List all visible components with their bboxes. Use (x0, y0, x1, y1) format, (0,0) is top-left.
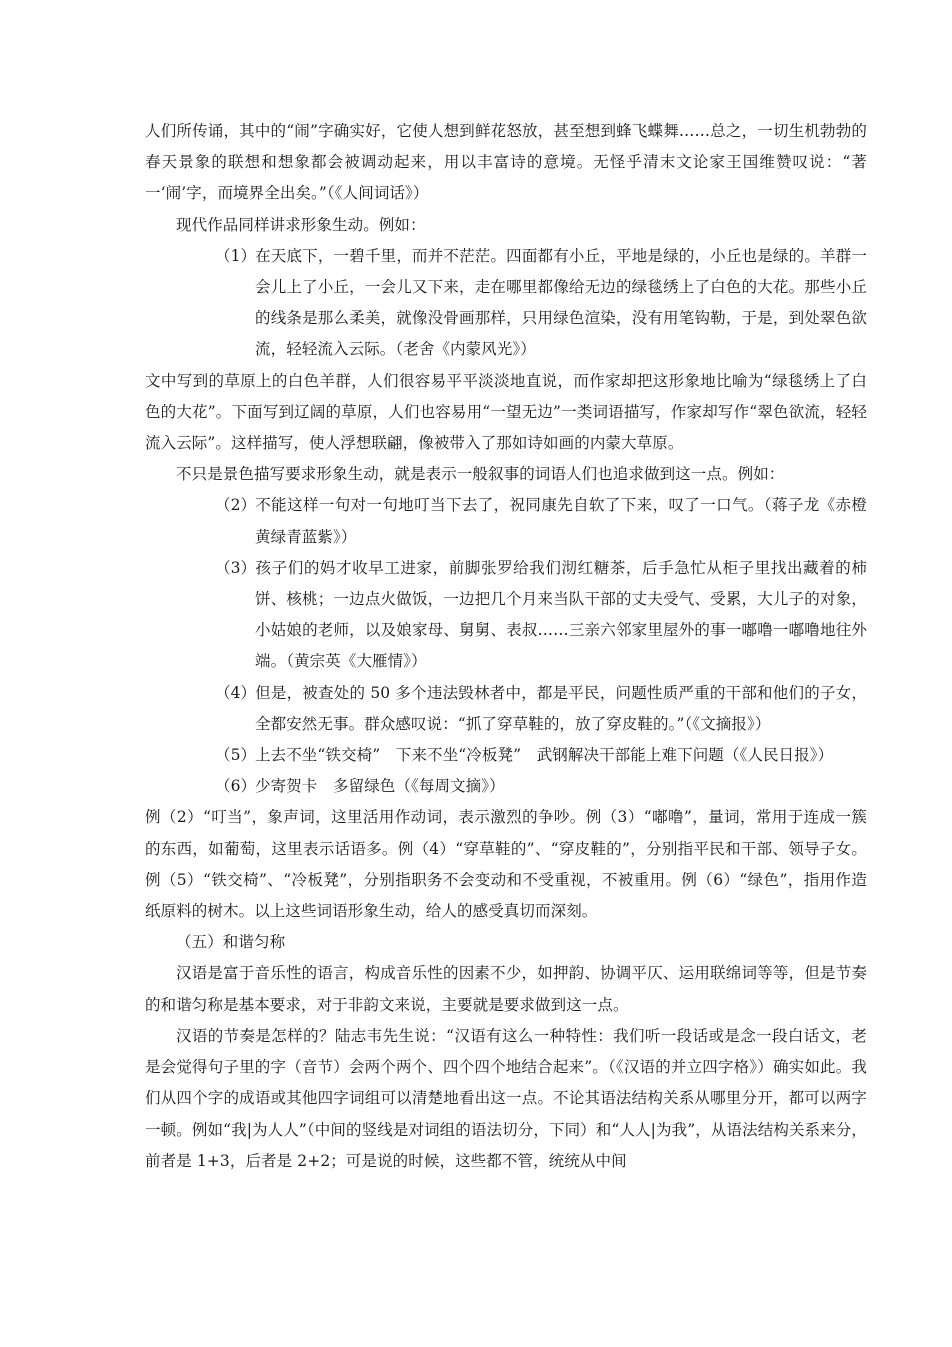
paragraph: 人们所传诵，其中的“闹”字确实好，它使人想到鲜花怒放，甚至想到蜂飞蝶舞……总之，一切生机勃勃的春天景象的联想和想象都会被调动起来，用以丰富诗的意境。无怪乎清末文论家王国维赞叹说：“著一‘闹’字，而境界全出矣。”（《人间词话》） (145, 122, 867, 203)
example-item (145, 740, 867, 771)
example-number: （1） (215, 246, 257, 265)
paragraph: 文中写到的草原上的白色羊群，人们很容易平平淡淡地直说，而作家却把这形象地比喻为“绿毯绣上了白色的大花”。下面写到辽阔的草原，人们也容易用“一望无边”一类词语描写，作家却写作“翠色欲流，轻轻流入云际”。这样描写，使人浮想联翩，像被带入了那如诗如画的内蒙大草原。 (145, 371, 867, 453)
paragraph: 汉语的节奏是怎样的？陆志韦先生说：“汉语有这么一种特性：我们听一段话或是念一段白话文，老是会觉得句子里的字（音节）会两个两个、四个四个地结合起来”。（《汉语的并立四字格》）确实如此。我们从四个字的成语或其他四字词组可以清楚地看出这一点。不论其语法结构关系从哪里分开，都可以两字一顿。例如“我|为人人”（中间的竖线是对词组的语法切分，下同）和“人人|为我”，从语法结构关系来分，前者是 1+3，后者是 2+2；可是说的时候，这些都不管，统统从中间 (145, 1026, 867, 1170)
example-number: （6） (215, 777, 257, 796)
example-item (145, 490, 867, 552)
example-text: 不能这样一句对一句地叮当下去了，祝同康先自软了下来，叹了一口气。（蒋子龙《赤橙黄绿青蓝紫》） (255, 496, 867, 546)
example-item (145, 241, 867, 366)
example-text: 孩子们的妈才收早工进家，前脚张罗给我们沏红糖茶，后手急忙从柜子里找出藏着的柿饼、核桃；一边点火做饭，一边把几个月来当队干部的丈夫受气、受累，大儿子的对象，小姑娘的老师，以及娘家母、舅舅、表叔……三亲六邻家里屋外的事一嘟噜一嘟噜地往外端。（黄宗英《大雁情》） (255, 558, 867, 671)
example-number: （2） (215, 496, 257, 515)
example-text: 上去不坐“铁交椅” 下来不坐“冷板凳” 武钢解决干部能上难下问题（《人民日报》） (255, 746, 834, 765)
example-item (145, 771, 867, 802)
paragraph: 现代作品同样讲求形象生动。例如： (176, 215, 426, 234)
example-item (145, 553, 867, 678)
example-text: 但是，被查处的 50 多个违法毁林者中，都是平民，问题性质严重的干部和他们的子女，全都安然无事。群众感叹说：“抓了穿草鞋的，放了穿皮鞋的。”（《文摘报》） (255, 683, 867, 733)
example-text: 少寄贺卡 多留绿色（《每周文摘》） (255, 777, 505, 796)
paragraph: 汉语是富于音乐性的语言，构成音乐性的因素不少，如押韵、协调平仄、运用联绵词等等，但是节奏的和谐匀称是基本要求，对于非韵文来说，主要就是要求做到这一点。 (145, 964, 867, 1014)
example-text: 在天底下，一碧千里，而并不茫茫。四面都有小丘，平地是绿的，小丘也是绿的。羊群一会儿上了小丘，一会儿又下来，走在哪里都像给无边的绿毯绣上了白色的大花。那些小丘的线条是那么柔美，就像没骨画那样，只用绿色渲染，没有用笔钩勒，于是，到处翠色欲流，轻轻流入云际。（老舍《内蒙风光》） (255, 246, 867, 359)
paragraph: 例（2）“叮当”，象声词，这里活用作动词，表示激烈的争吵。例（3）“嘟噜”，量词，常用于连成一簇的东西，如葡萄，这里表示话语多。例（4）“穿草鞋的”、“穿皮鞋的”，分别指平民和干部、领导子女。例（5）“铁交椅”、“冷板凳”，分别指职务不会变动和不受重视，不被重用。例（6）“绿色”，指用作造纸原料的树木。以上这些词语形象生动，给人的感受真切而深刻。 (145, 808, 867, 921)
example-item (145, 678, 867, 740)
example-number: （5） (215, 746, 257, 765)
example-number: （3） (215, 558, 257, 577)
section-heading: （五）和谐匀称 (176, 933, 286, 952)
document-body (145, 116, 867, 1177)
paragraph: 不只是景色描写要求形象生动，就是表示一般叙事的词语人们也追求做到这一点。例如： (176, 465, 785, 484)
example-number: （4） (215, 683, 257, 702)
